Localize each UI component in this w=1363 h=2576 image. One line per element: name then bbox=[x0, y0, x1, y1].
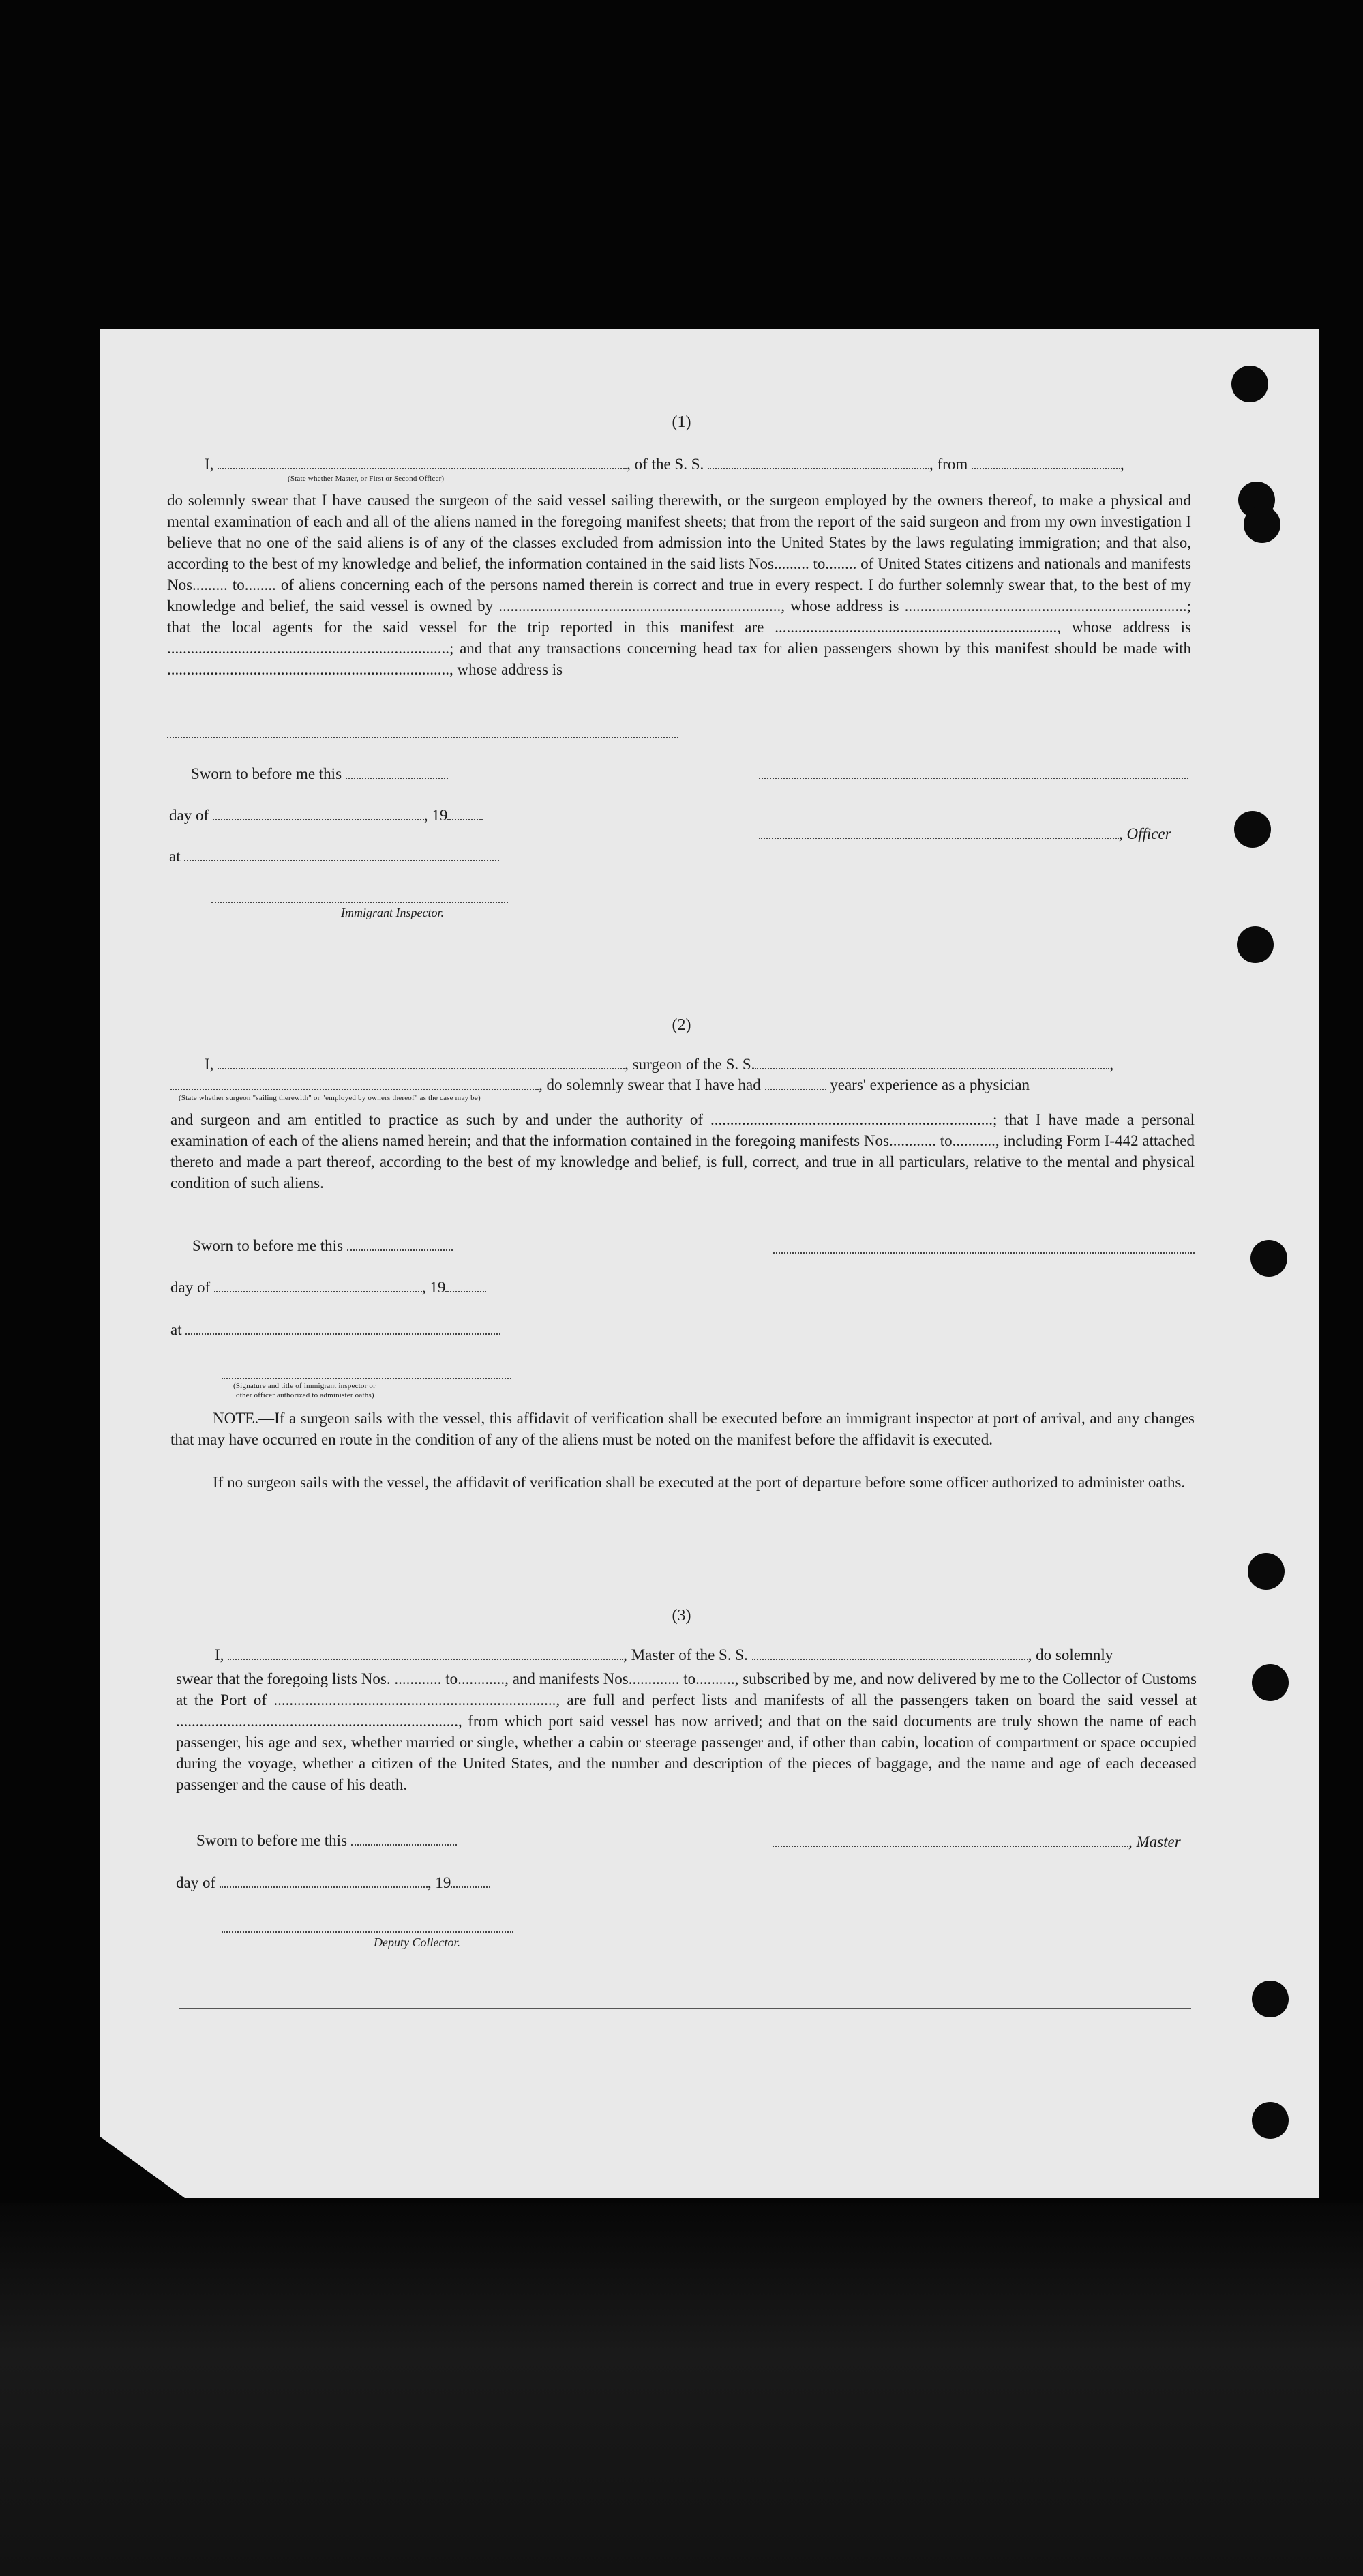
blank-field bbox=[972, 456, 1120, 469]
blank-field bbox=[447, 807, 483, 820]
punch-hole bbox=[1244, 506, 1280, 543]
blank-field bbox=[351, 1832, 457, 1846]
signature-line bbox=[759, 825, 1119, 839]
section-1-heading: (1) bbox=[672, 413, 691, 431]
text: day of bbox=[170, 1279, 211, 1296]
punch-hole bbox=[1248, 1553, 1285, 1590]
text: I, bbox=[205, 456, 214, 473]
section-1-day bbox=[169, 807, 483, 825]
signature-note-2: other officer authorized to administer oaths) bbox=[236, 1391, 374, 1400]
text: day of bbox=[169, 807, 209, 824]
signature-note-1: (Signature and title of immigrant inspector or bbox=[233, 1382, 376, 1390]
blank-field bbox=[451, 1874, 490, 1888]
blank-field bbox=[213, 807, 424, 820]
section-1-officer-note: (State whether Master, or First or Second Officer) bbox=[288, 475, 445, 483]
blank-field bbox=[214, 1279, 422, 1292]
section-1-line-1 bbox=[205, 456, 1124, 473]
inspector-caption: Immigrant Inspector. bbox=[341, 906, 444, 919]
officer-caption: , Officer bbox=[1119, 825, 1171, 842]
text: , 19 bbox=[427, 1874, 451, 1891]
section-2-day bbox=[170, 1279, 486, 1297]
section-3-line-1 bbox=[215, 1646, 1113, 1664]
text: , do solemnly swear that I have had bbox=[539, 1076, 761, 1093]
blank-field bbox=[218, 1056, 625, 1069]
text: Sworn to before me this bbox=[191, 765, 342, 782]
section-1-body: do solemnly swear that I have caused the surgeon of the said vessel sailing therewith, or the surgeon employed by the owners thereof, to make a physical and mental examination of each and all of the aliens named in the foregoing manifest sheets; that from the report of the said surgeon and from my own investigation I believe that no one of the said aliens is of any of the classes excluded from admission into the United States by the laws regulating immigration; and that also, according to the best of my knowledge and belief, the information contained in the said lists Nos......... to........ of United States citizens and nationals and manifests Nos......... to........ of aliens concerning each of the persons named therein is correct and true in every respect. I do further solemnly swear that, to the best of my knowledge and belief, the said vessel is owned by ........................................................................, whose address is ........................................................................; that the local agents for the said vessel for the trip reported in this manifest are ........................................................................, whose address is ........................................................................; and that any transactions concerning head tax for alien passengers shown by this manifest should be made with ........................................................................, whose address is bbox=[167, 492, 1191, 678]
section-2-at bbox=[170, 1321, 500, 1339]
section-2-sworn bbox=[192, 1237, 453, 1255]
punch-hole bbox=[1252, 1981, 1289, 2017]
section-1-at bbox=[169, 848, 499, 865]
blank-field bbox=[445, 1279, 486, 1292]
text: , of the S. S. bbox=[627, 456, 704, 473]
text: , bbox=[1109, 1056, 1114, 1073]
signature-line bbox=[773, 1833, 1128, 1847]
punch-hole bbox=[1252, 2102, 1289, 2139]
section-3-sworn bbox=[196, 1832, 457, 1850]
text: Sworn to before me this bbox=[192, 1237, 344, 1254]
blank-field bbox=[765, 1076, 826, 1090]
blank-field bbox=[347, 1237, 453, 1251]
text: day of bbox=[176, 1874, 216, 1891]
text: Sworn to before me this bbox=[196, 1832, 348, 1849]
punch-hole bbox=[1252, 1664, 1289, 1701]
blank-field bbox=[220, 1874, 428, 1888]
section-2-surgeon-note: (State whether surgeon "sailing therewith" or "employed by owners thereof" as the case may be) bbox=[179, 1094, 481, 1102]
scan-background bbox=[0, 2203, 1363, 2576]
text: , Master of the S. S. bbox=[623, 1646, 748, 1663]
bottom-rule bbox=[179, 2008, 1191, 2009]
blank-field bbox=[752, 1646, 1028, 1660]
punch-hole bbox=[1231, 366, 1268, 402]
section-3-heading: (3) bbox=[672, 1607, 691, 1625]
text: at bbox=[169, 848, 181, 865]
blank-field bbox=[185, 1321, 500, 1335]
text: years' experience as a physician bbox=[830, 1076, 1030, 1093]
blank-field bbox=[755, 1056, 1109, 1069]
collector-caption: Deputy Collector. bbox=[374, 1936, 460, 1949]
blank-field bbox=[170, 1076, 539, 1090]
section-2-line-1 bbox=[205, 1056, 1113, 1074]
text: , surgeon of the S. S. bbox=[625, 1056, 755, 1073]
section-2-body: and surgeon and am entitled to practice as such by and under the authority of ........................................................................; that I have made a personal examination of each of the aliens named herein; and that the information contained in the foregoing manifests Nos............ to..........., including Form I-442 attached thereto and made a part thereof, according to the best of my knowledge and belief, is full, correct, and true in all particulars, relative to the mental and physical condition of such aliens. bbox=[170, 1111, 1195, 1191]
signature-line bbox=[759, 778, 1188, 779]
text: , 19 bbox=[421, 1279, 446, 1296]
blank-line bbox=[167, 737, 678, 738]
blank-field bbox=[184, 848, 499, 861]
text: I, bbox=[215, 1646, 224, 1663]
section-2-note-2: If no surgeon sails with the vessel, the affidavit of verification shall be executed at the port of departure before some officer authorized to administer oaths. bbox=[213, 1474, 1186, 1491]
signature-line bbox=[773, 1252, 1195, 1254]
blank-field bbox=[228, 1646, 623, 1660]
text: , bbox=[1120, 456, 1124, 473]
section-2-note-1: NOTE.—If a surgeon sails with the vessel, this affidavit of verification shall be executed before an immigrant inspector at port of arrival, and any changes that may have occurred en route in the condition of any of the aliens must be noted on the manifest before the affidavit is executed. bbox=[170, 1410, 1195, 1448]
section-3-master-signature bbox=[773, 1833, 1181, 1851]
section-1-officer-signature bbox=[759, 825, 1171, 843]
section-3-body: swear that the foregoing lists Nos. ............ to............, and manifests Nos............. to.........., subscribed by me, and now delivered by me to the Collector of Customs at the Port of ........................................................................, are full and perfect lists and manifests of all the passengers taken on board the said vessel at ........................................................................, from which port said vessel has now arrived; and that on the said documents are truly shown the name of each passenger, his age and sex, whether married or single, whether a cabin or steerage passenger and, if other than cabin, location of compartment or space occupied during the voyage, whether a citizen of the United States, and the number and description of the pieces of baggage, and the name and age of each deceased passenger and the cause of his death. bbox=[176, 1670, 1197, 1793]
punch-hole bbox=[1234, 811, 1271, 848]
text: I, bbox=[205, 1056, 214, 1073]
text: , from bbox=[929, 456, 968, 473]
punch-hole bbox=[1250, 1240, 1287, 1277]
blank-field bbox=[708, 456, 929, 469]
signature-line bbox=[222, 1378, 511, 1379]
text: at bbox=[170, 1321, 182, 1338]
signature-line bbox=[211, 902, 508, 903]
blank-field bbox=[218, 456, 627, 469]
blank-field bbox=[346, 765, 448, 779]
master-caption: , Master bbox=[1128, 1833, 1181, 1850]
punch-hole bbox=[1237, 926, 1274, 963]
signature-line bbox=[222, 1931, 513, 1933]
text: , do solemnly bbox=[1028, 1646, 1113, 1663]
section-2-line-2 bbox=[170, 1076, 1030, 1094]
section-3-day bbox=[176, 1874, 490, 1892]
section-1-sworn bbox=[191, 765, 448, 783]
section-2-heading: (2) bbox=[672, 1016, 691, 1034]
text: , 19 bbox=[423, 807, 448, 824]
